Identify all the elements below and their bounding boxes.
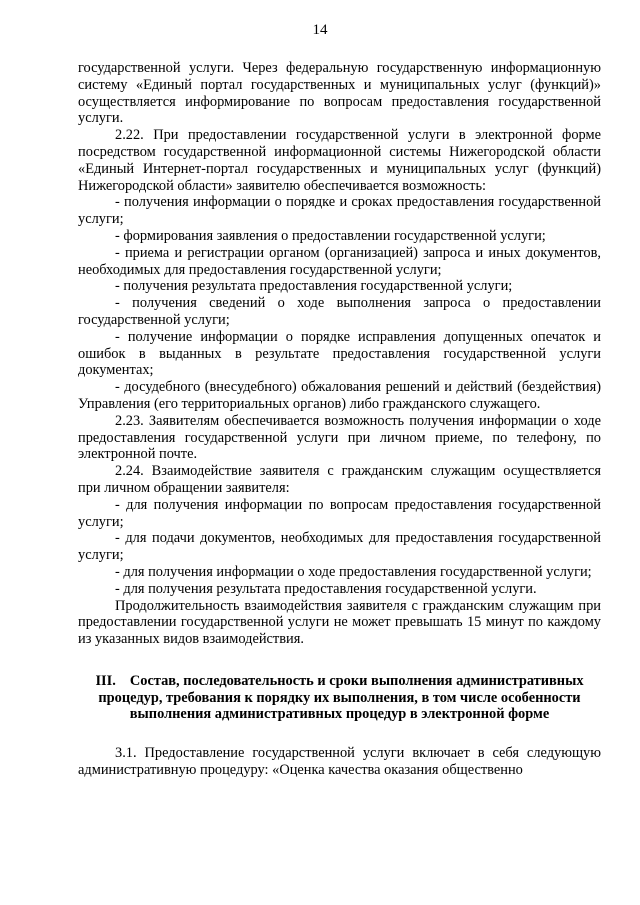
paragraph-duration: Продолжительность взаимодействия заявителя с гражданским служащим при предоставлении государственной услуги не может превышать 15 минут по каждому из указанных видов взаимодействия.	[78, 597, 601, 648]
section-heading	[78, 673, 601, 723]
list-item: - получения сведений о ходе выполнения запроса о предоставлении государственной услуги;	[78, 295, 601, 328]
list-item: - для получения информации о ходе предоставления государственной услуги;	[115, 563, 592, 580]
paragraph-2-23: 2.23. Заявителям обеспечивается возможность получения информации о ходе предоставления государственной услуги при личном приеме, по телефону, по электронной почте.	[78, 412, 601, 463]
section-title: Состав, последовательность и сроки выполнения административных процедур, требования к порядку их выполнения, в том числе особенности выполнения административных процедур в электронной форме	[98, 672, 584, 723]
list-item: - получение информации о порядке исправления допущенных опечаток и ошибок в выданных в результате предоставления государственной услуги документах;	[78, 328, 601, 379]
list-item: - получения результата предоставления государственной услуги;	[115, 278, 513, 295]
list-item: - для получения результата предоставления государственной услуги.	[115, 580, 537, 597]
list-item: - получения информации о порядке и сроках предоставления государственной услуги;	[78, 194, 601, 228]
list-item: - досудебного (внесудебного) обжалования решений и действий (бездействия) Управления (его территориальных органов) либо гражданского служащего.	[78, 379, 601, 412]
document-body	[78, 60, 601, 779]
paragraph-3-1: 3.1. Предоставление государственной услуги включает в себя следующую административную процедуру: «Оценка качества оказания общественно	[78, 745, 601, 779]
list-item: - для получения информации по вопросам предоставления государственной услуги;	[78, 496, 601, 530]
list-item: - для подачи документов, необходимых для предоставления государственной услуги;	[78, 530, 601, 564]
paragraph-2-22: 2.22. При предоставлении государственной услуги в электронной форме посредством государственной информационной системы Нижегородской области «Единый Интернет-портал государственных и муниципальных услуг (функций) Нижегородской области» заявителю обеспечивается возможность:	[78, 127, 601, 194]
paragraph-2-24: 2.24. Взаимодействие заявителя с гражданским служащим осуществляется при личном обращении заявителя:	[78, 463, 601, 496]
page-number: 14	[312, 22, 328, 38]
list-item: - приема и регистрации органом (организацией) запроса и иных документов, необходимых для предоставления государственной услуги;	[78, 244, 601, 278]
paragraph: государственной услуги. Через федеральную государственную информационную систему «Единый портал государственных и муниципальных услуг (функций)» осуществляется информирование по вопросам предоставления государственной услуги.	[78, 60, 601, 127]
section-number: III.	[95, 672, 116, 689]
list-item: - формирования заявления о предоставлении государственной услуги;	[115, 227, 546, 244]
